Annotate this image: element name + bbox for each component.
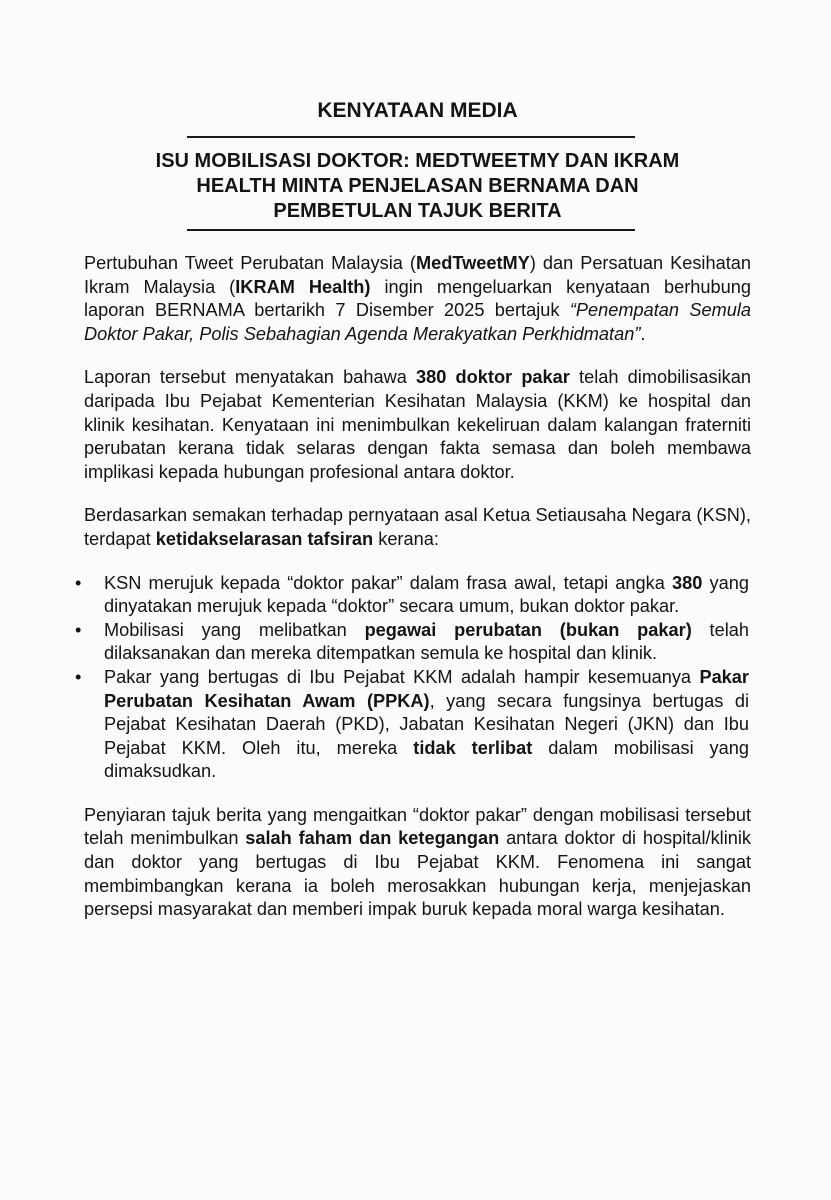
paragraph-intro: Pertubuhan Tweet Perubatan Malaysia (MedTweetMY) dan Persatuan Kesihatan Ikram Malaysia (IKRAM Health) ingin mengeluarkan kenyataan berhubung laporan BERNAMA bertarikh 7 Disember 2025 bertajuk “Penempatan Semula Doktor Pakar, Polis Sebahagian Agenda Merakyatkan Perkhidmatan”. xyxy=(84,253,752,344)
bullet-list xyxy=(75,572,751,784)
paragraph-report: Laporan tersebut menyatakan bahawa 380 doktor pakar telah dimobilisasikan daripada Ibu Pejabat Kementerian Kesihatan Malaysia (KKM) ke hospital dan klinik kesihatan. Kenyataan ini menimbulkan kekeliruan dalam kalangan fraterniti perubatan kerana tidak selaras dengan fakta semasa dan boleh membawa implikasi kepada hubungan profesional antara doktor. xyxy=(84,367,752,482)
document-body xyxy=(75,252,752,922)
list-item: • Pakar yang bertugas di Ibu Pejabat KKM adalah hampir kesemuanya Pakar Perubatan Kesihatan Awam (PPKA), yang secara fungsinya bertugas di Pejabat Kesihatan Daerah (PKD), Jabatan Kesihatan Negeri (JKN) dan Ibu Pejabat KKM. Oleh itu, mereka tidak terlibat dalam mobilisasi yang dimaksudkan. xyxy=(75,666,750,782)
bullet-icon: • xyxy=(75,666,82,687)
highlight-ketidakselarasan: ketidakselarasan tafsiran xyxy=(155,528,374,549)
bullet-icon: • xyxy=(75,619,82,640)
document-title xyxy=(84,149,751,224)
document-header: KENYATAAN MEDIA xyxy=(317,99,518,122)
highlight-salah-faham: salah faham dan ketegangan xyxy=(245,828,500,849)
org-medtweetmy: MedTweetMY xyxy=(415,253,530,273)
title-bottom-rule xyxy=(187,229,635,231)
title-line-3: PEMBETULAN TAJUK BERITA xyxy=(273,200,562,222)
list-item: • Mobilisasi yang melibatkan pegawai perubatan (bukan pakar) telah dilaksanakan dan mereka ditempatkan semula ke hospital dan klinik. xyxy=(75,619,749,664)
article-title-quote: “Penempatan Semula Doktor Pakar, Polis Sebahagian Agenda Merakyatkan Perkhidmatan” xyxy=(84,300,752,344)
highlight-380-doktor-pakar: 380 doktor pakar xyxy=(416,367,570,388)
paragraph-review: Berdasarkan semakan terhadap pernyataan asal Ketua Setiausaha Negara (KSN), terdapat ketidakselarasan tafsiran kerana: xyxy=(84,505,751,549)
list-item: • KSN merujuk kepada “doktor pakar” dalam frasa awal, tetapi angka 380 yang dinyatakan merujuk kepada “doktor” secara umum, bukan doktor pakar. xyxy=(75,572,749,617)
bullet-icon: • xyxy=(75,572,82,593)
title-top-rule xyxy=(187,136,635,138)
title-line-1: ISU MOBILISASI DOKTOR: MEDTWEETMY DAN IKRAM xyxy=(155,150,680,172)
title-line-2: HEALTH MINTA PENJELASAN BERNAMA DAN xyxy=(196,175,639,197)
paragraph-impact: Penyiaran tajuk berita yang mengaitkan “doktor pakar” dengan mobilisasi tersebut telah menimbulkan salah faham dan ketegangan antara doktor di hospital/klinik dan doktor yang bertugas di Ibu Pejabat KKM. Fenomena ini sangat membimbangkan kerana ia boleh merosakkan hubungan kerja, menjejaskan persepsi masyarakat dan memberi impak buruk kepada moral warga kesihatan. xyxy=(84,804,751,920)
org-ikram-health: IKRAM Health) xyxy=(235,276,371,297)
